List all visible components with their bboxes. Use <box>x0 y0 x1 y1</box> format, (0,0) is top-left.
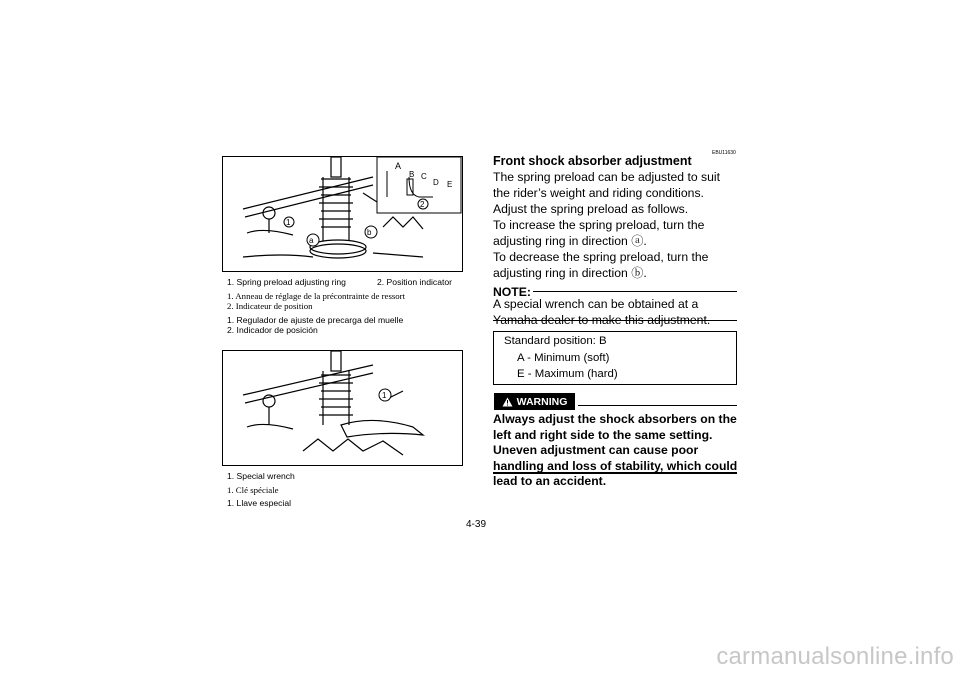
warning-text: Always adjust the shock absorbers on the left and right side to the same setting. Uneven adjustment can cause poor handling and loss of stability, which could lead to an accident. <box>493 412 738 489</box>
paragraph-intro: The spring preload can be adjusted to suit the rider’s weight and riding conditions. <box>493 170 720 200</box>
note-rule-top <box>533 291 737 292</box>
shock-absorber-illustration <box>223 157 462 271</box>
callout-b: b <box>367 228 372 237</box>
indicator-letter-b: B <box>409 170 415 179</box>
standard-position-line: Standard position: B <box>504 335 607 347</box>
indicator-letter-d: D <box>433 178 439 187</box>
watermark: carmanualsonline.info <box>716 643 954 670</box>
indicator-letter-e: E <box>447 180 453 189</box>
fig1-caption-es-2: 2. Indicador de posición <box>227 325 318 335</box>
fig1-caption-es-1: 1. Regulador de ajuste de precarga del muelle <box>227 315 404 325</box>
paragraph-adjust: Adjust the spring preload as follows. <box>493 202 689 216</box>
callout-1: 1 <box>382 391 387 400</box>
fig2-caption-fr: 1. Clé spéciale <box>227 485 279 495</box>
note-rule-bottom <box>493 320 737 321</box>
warning-rule-bottom <box>493 472 737 474</box>
indicator-letter-a: A <box>395 161 402 171</box>
note-label: NOTE: <box>493 285 531 299</box>
fig1-caption-fr-2: 2. Indicateur de position <box>227 301 313 311</box>
fig1-caption-en-2: 2. Position indicator <box>377 277 452 287</box>
maximum-hard-line: E - Maximum (hard) <box>517 368 618 380</box>
paragraph-decrease: To decrease the spring preload, turn the adjusting ring in direction ⓑ. <box>493 250 709 280</box>
warning-badge <box>494 393 575 410</box>
fig1-caption-en-1: 1. Spring preload adjusting ring <box>227 277 346 287</box>
warning-rule-top <box>578 405 737 406</box>
indicator-letter-c: C <box>421 172 427 181</box>
section-title: Front shock absorber adjustment <box>493 154 692 168</box>
minimum-soft-line: A - Minimum (soft) <box>517 352 610 364</box>
fig2-caption-en: 1. Special wrench <box>227 471 295 481</box>
warning-label: WARNING <box>516 395 568 408</box>
warning-triangle-icon <box>502 397 513 407</box>
callout-2: 2 <box>420 200 425 209</box>
callout-1: 1 <box>286 218 291 227</box>
paragraph-increase: To increase the spring preload, turn the adjusting ring in direction ⓐ. <box>493 218 705 248</box>
note-text: A special wrench can be obtained at a Yamaha dealer to make this adjustment. <box>493 297 711 327</box>
wrench-illustration <box>223 351 462 465</box>
page-number: 4-39 <box>466 519 487 530</box>
fig2-caption-es: 1. Llave especial <box>227 498 292 508</box>
standard-position-box <box>493 331 737 385</box>
callout-a: a <box>309 236 314 245</box>
document-code: EBU11630 <box>712 150 736 156</box>
fig1-caption-fr-1: 1. Anneau de réglage de la précontrainte de ressort <box>227 291 406 301</box>
figure-special-wrench <box>222 350 463 466</box>
figure-spring-preload <box>222 156 463 272</box>
